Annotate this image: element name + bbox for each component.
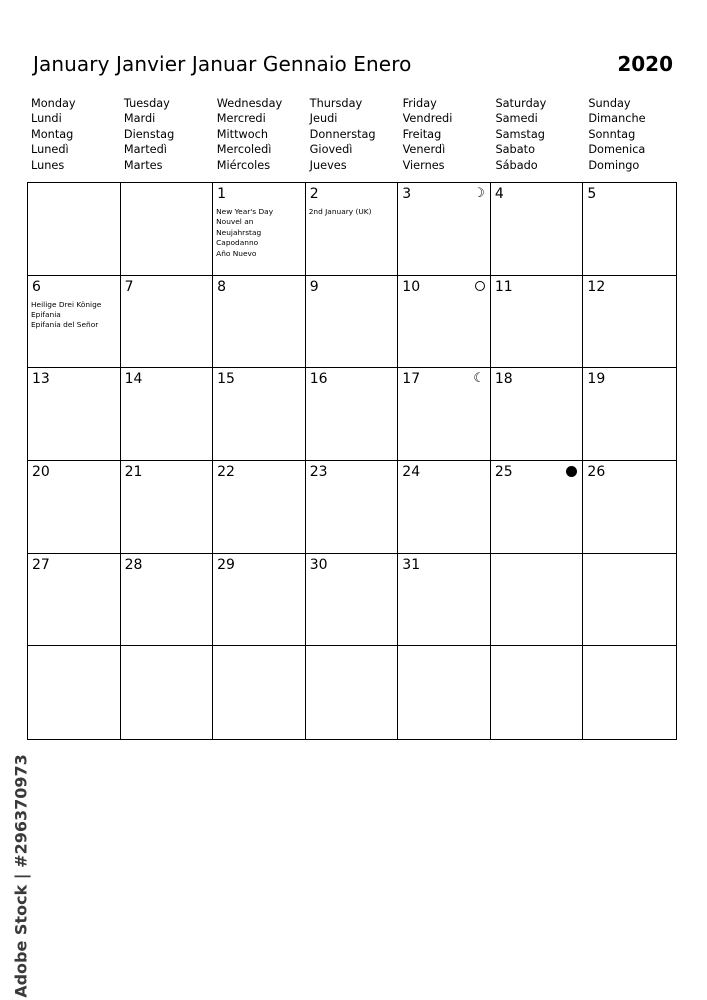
weekday-it: Mercoledì (216, 143, 272, 157)
holiday-name: Neujahrstag (216, 227, 262, 237)
weekday-de: Mittwoch (216, 127, 269, 141)
day-number: 2 (309, 186, 319, 202)
day-cell-6 (28, 276, 121, 369)
day-number: 24 (402, 463, 421, 480)
day-number: 18 (494, 371, 513, 388)
day-cell-12 (583, 276, 676, 369)
day-cell-9 (306, 276, 399, 369)
empty-day-cell (213, 646, 306, 739)
weekday-it: Domenica (588, 143, 646, 157)
day-number: 3 (402, 186, 412, 202)
empty-day-cell (583, 554, 676, 647)
weekday-column (31, 96, 124, 173)
weekday-fr: Vendredi (402, 112, 453, 126)
empty-day-cell (398, 646, 491, 739)
weekday-es: Miércoles (216, 158, 271, 172)
weekday-it: Martedì (123, 143, 167, 157)
empty-day-cell (491, 554, 584, 647)
weekday-it: Sabato (495, 143, 535, 157)
weekday-it: Lunedì (31, 143, 69, 157)
empty-day-cell (491, 646, 584, 739)
day-number: 31 (402, 556, 421, 573)
day-number: 13 (32, 371, 50, 388)
holiday-name: Epifanía del Señor (31, 320, 99, 330)
holiday-name: Heilige Drei Könige (31, 299, 102, 309)
day-cell-23 (306, 461, 399, 554)
day-cell-11 (491, 276, 584, 369)
holiday-name: 2nd January (UK) (308, 207, 372, 216)
day-cell-17 (398, 368, 491, 461)
day-number: 21 (124, 463, 143, 480)
holiday-notes (31, 300, 101, 331)
holiday-name: Epifania (31, 310, 61, 320)
empty-day-cell (121, 183, 214, 276)
weekday-de: Sonntag (588, 127, 636, 141)
day-cell-24 (398, 461, 491, 554)
day-cell-20 (28, 461, 121, 554)
day-cell-18 (491, 368, 584, 461)
day-cell-2 (306, 183, 399, 276)
weekday-es: Domingo (588, 158, 640, 172)
weekday-de: Donnerstag (309, 127, 376, 141)
weekday-column (124, 96, 217, 173)
weekday-it: Venerdì (402, 143, 446, 157)
weekday-column (588, 96, 681, 173)
weekday-en: Wednesday (216, 97, 283, 110)
day-number: 26 (587, 463, 606, 480)
weekday-fr: Samedi (495, 112, 538, 126)
weekday-en: Friday (402, 97, 437, 110)
weekday-fr: Dimanche (588, 112, 646, 126)
day-number: 28 (124, 556, 143, 573)
day-number: 22 (217, 463, 235, 480)
holiday-notes (309, 207, 372, 217)
day-number: 19 (587, 371, 606, 388)
day-number: 8 (217, 278, 227, 295)
weekday-es: Sábado (495, 158, 538, 172)
weekday-en: Thursday (309, 97, 363, 110)
day-number: 17 (402, 371, 421, 388)
stock-watermark (9, 754, 33, 998)
empty-day-cell (28, 183, 121, 276)
day-number: 1 (217, 186, 227, 202)
weekday-en: Sunday (588, 97, 631, 110)
calendar-grid (27, 182, 677, 740)
month-title: January Janvier Januar Gennaio Enero (33, 52, 412, 76)
full-moon-icon (475, 281, 485, 291)
day-number: 15 (217, 371, 235, 388)
day-cell-16 (306, 368, 399, 461)
day-cell-21 (121, 461, 214, 554)
day-number: 7 (124, 278, 134, 295)
day-cell-27 (28, 554, 121, 647)
day-cell-7 (121, 276, 214, 369)
year-label: 2020 (617, 52, 673, 76)
weekday-fr: Mercredi (216, 112, 266, 126)
day-number: 9 (309, 278, 319, 295)
weekday-fr: Lundi (31, 112, 62, 126)
weekday-de: Dienstag (123, 127, 175, 141)
new-moon-icon (566, 466, 577, 477)
day-number: 20 (32, 463, 50, 480)
day-cell-10 (398, 276, 491, 369)
weekday-es: Martes (123, 158, 163, 172)
day-cell-4 (491, 183, 584, 276)
weekday-es: Viernes (402, 158, 445, 172)
last-quarter-moon-icon: ☾ (473, 371, 485, 387)
day-number: 14 (124, 371, 143, 388)
day-cell-26 (583, 461, 676, 554)
day-number: 12 (587, 278, 606, 295)
day-cell-8 (213, 276, 306, 369)
day-cell-25 (491, 461, 584, 554)
empty-day-cell (583, 646, 676, 739)
weekday-es: Jueves (309, 158, 347, 172)
holiday-notes (216, 207, 273, 259)
weekday-en: Monday (31, 97, 76, 110)
day-cell-15 (213, 368, 306, 461)
day-cell-14 (121, 368, 214, 461)
weekday-en: Saturday (495, 97, 547, 110)
empty-day-cell (28, 646, 121, 739)
weekday-es: Lunes (31, 158, 65, 172)
day-cell-1 (213, 183, 306, 276)
weekday-fr: Mardi (123, 112, 156, 126)
day-number: 25 (494, 463, 513, 480)
weekday-column (403, 96, 496, 173)
day-cell-28 (121, 554, 214, 647)
day-cell-29 (213, 554, 306, 647)
empty-day-cell (306, 646, 399, 739)
day-number: 30 (309, 556, 328, 573)
day-cell-13 (28, 368, 121, 461)
weekday-de: Samstag (495, 127, 545, 141)
holiday-name: Nouvel an (216, 217, 254, 227)
day-number: 6 (32, 278, 41, 295)
weekday-en: Tuesday (123, 97, 170, 110)
day-cell-5 (583, 183, 676, 276)
weekday-fr: Jeudi (309, 112, 338, 126)
day-number: 4 (494, 186, 504, 202)
empty-day-cell (121, 646, 214, 739)
day-cell-30 (306, 554, 399, 647)
weekday-column (495, 96, 588, 173)
day-cell-19 (583, 368, 676, 461)
watermark-text: Adobe Stock | #296370973 (11, 754, 31, 998)
day-number: 23 (309, 463, 328, 480)
day-number: 16 (309, 371, 328, 388)
weekday-header (31, 96, 691, 173)
day-number: 10 (402, 278, 421, 295)
holiday-name: New Year's Day (216, 207, 274, 216)
weekday-column (217, 96, 310, 173)
day-number: 5 (587, 186, 597, 202)
holiday-name: Capodanno (216, 238, 259, 248)
holiday-name: Año Nuevo (216, 248, 257, 258)
day-number: 29 (217, 556, 235, 573)
day-number: 27 (32, 556, 50, 573)
first-quarter-moon-icon: ☽ (473, 186, 485, 201)
weekday-de: Freitag (402, 127, 442, 141)
day-number: 11 (494, 278, 513, 295)
weekday-de: Montag (31, 127, 74, 141)
day-cell-31 (398, 554, 491, 647)
day-cell-3 (398, 183, 491, 276)
weekday-column (310, 96, 403, 173)
day-cell-22 (213, 461, 306, 554)
weekday-it: Giovedì (309, 143, 353, 157)
